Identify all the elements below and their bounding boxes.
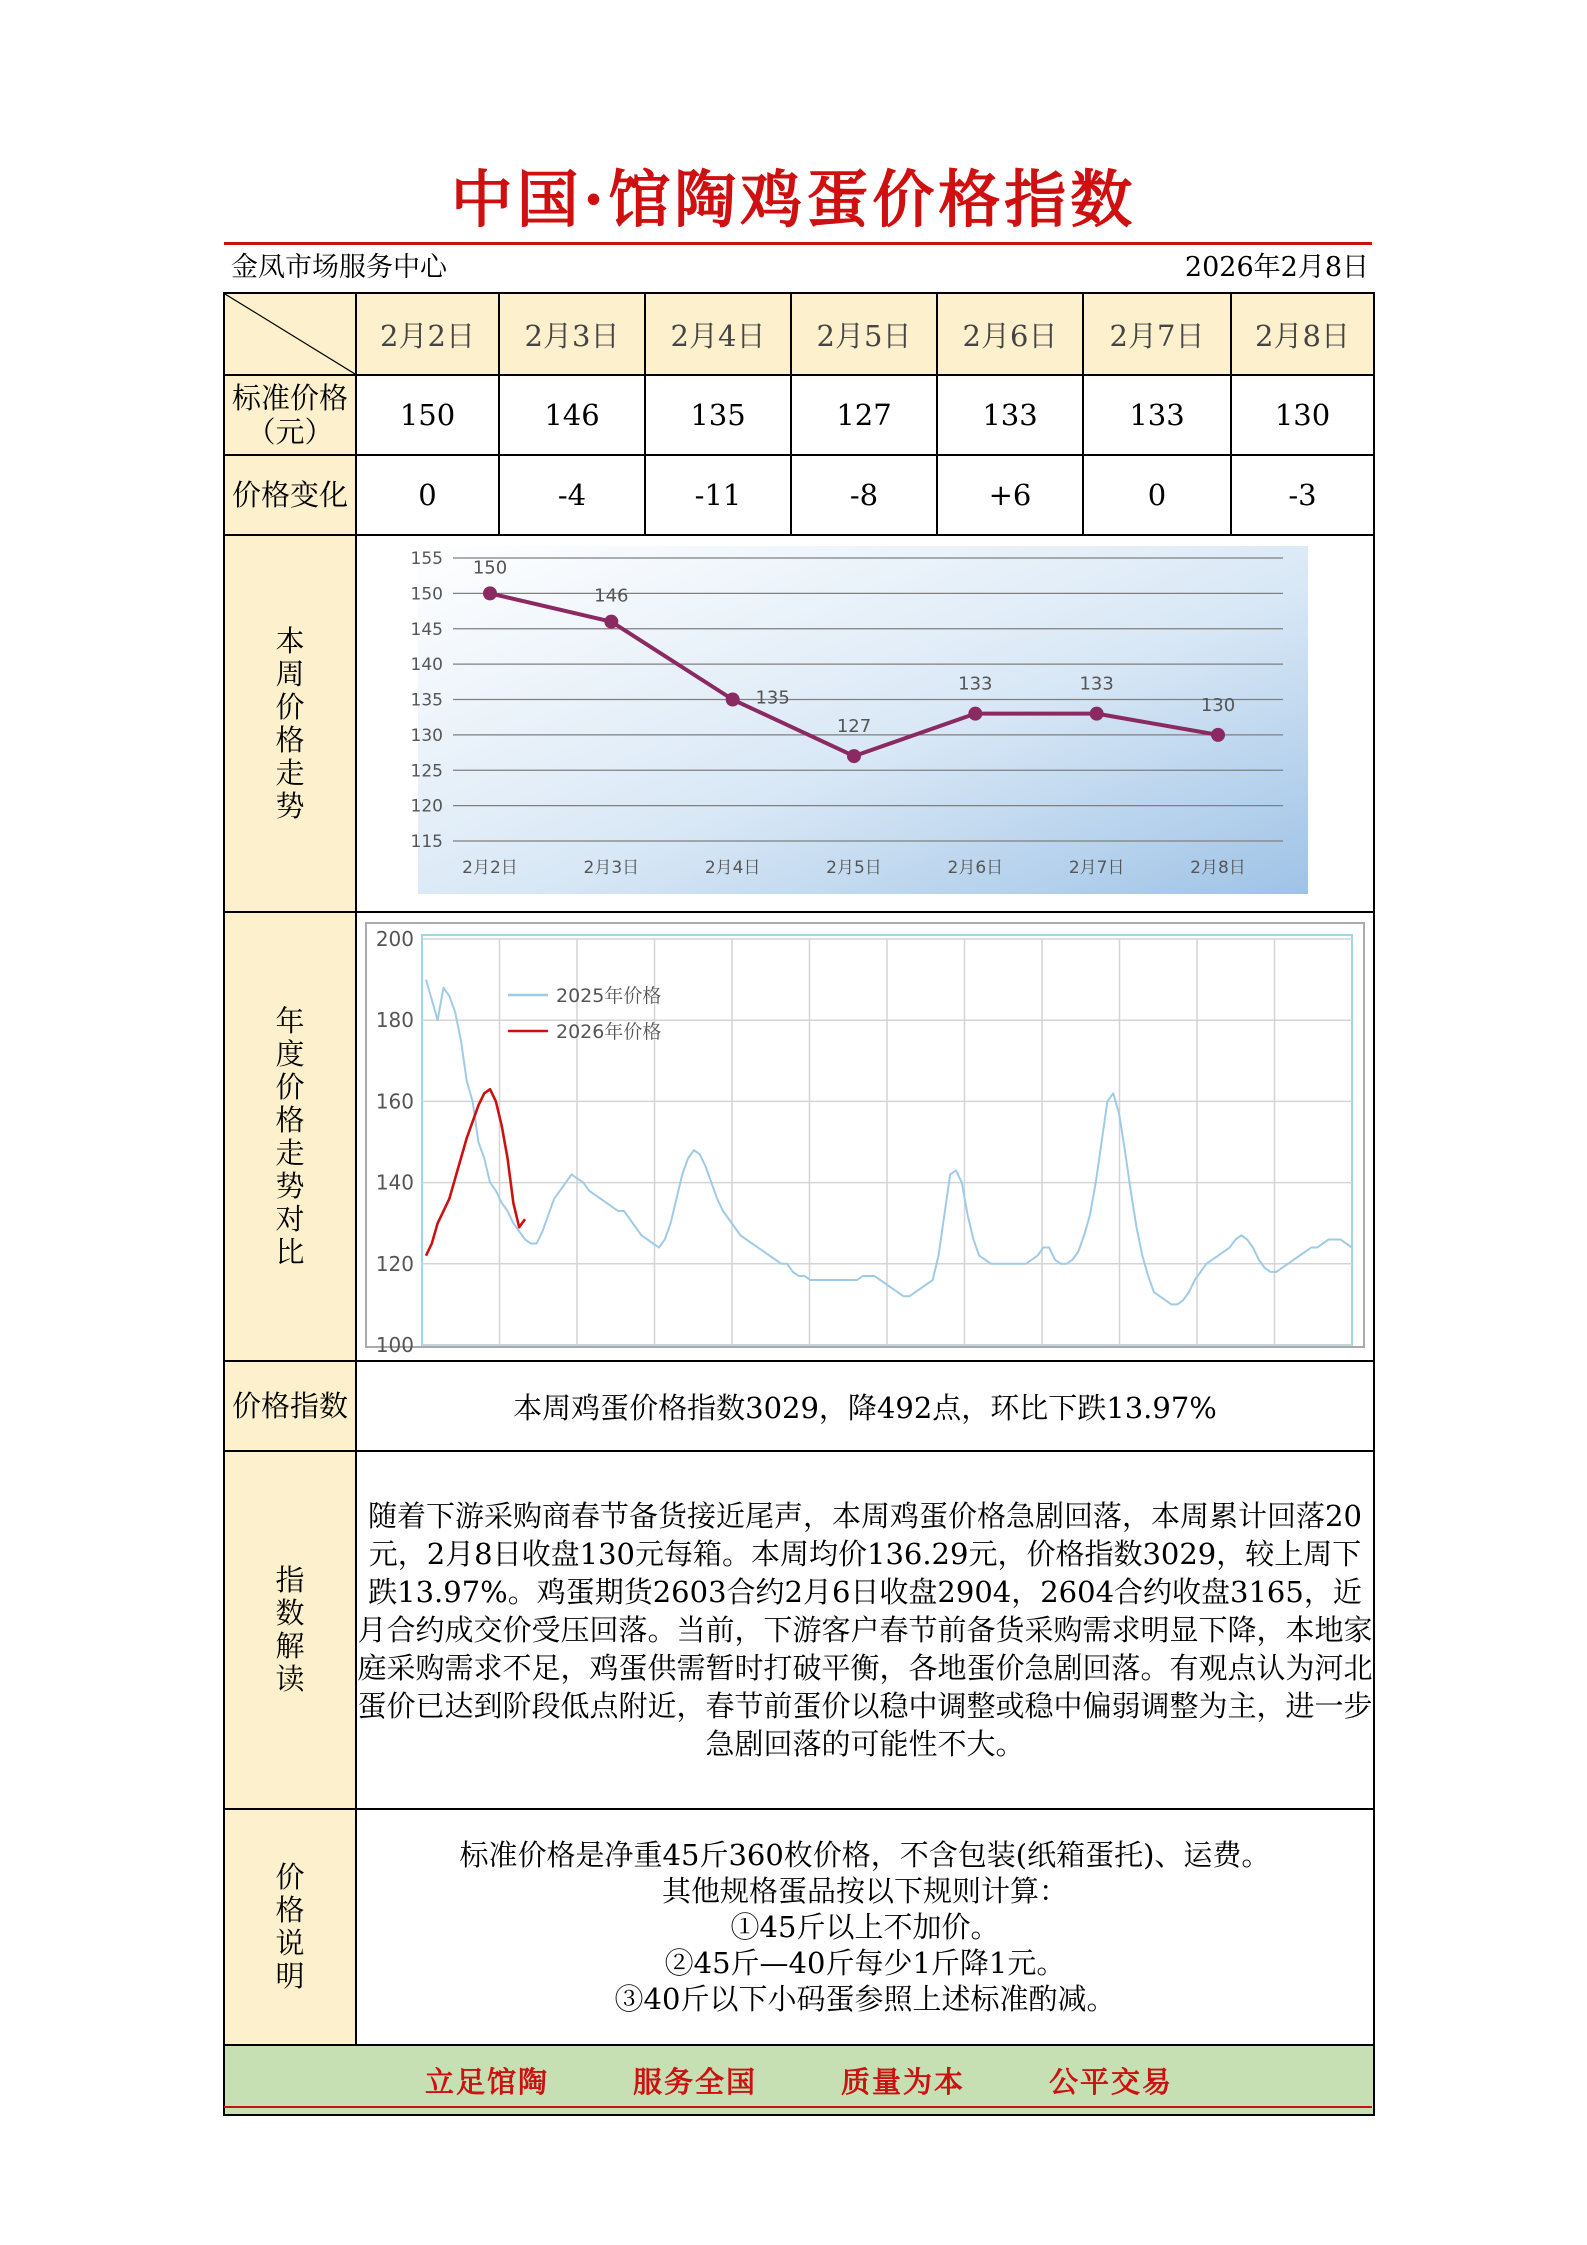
yearly-chart <box>358 913 1372 1353</box>
weekly-x-tick-label: 2月5日 <box>826 858 882 878</box>
weekly-x-tick-label: 2月4日 <box>704 858 761 878</box>
weekly-y-tick-label: 145 <box>410 619 443 640</box>
analysis-row <box>224 1451 1374 1809</box>
weekly-data-label: 146 <box>594 585 629 607</box>
weekly-data-label: 130 <box>1200 694 1236 716</box>
weekly-data-point <box>483 586 497 600</box>
weekly-data-point <box>726 693 740 707</box>
weekly-data-point <box>847 749 861 763</box>
corner-diagonal <box>225 294 355 374</box>
notes-cell <box>356 1809 1374 2045</box>
day-header: 2月7日 <box>1083 293 1231 375</box>
day-header: 2月2日 <box>356 293 499 375</box>
analysis-label-cell <box>224 1451 356 1809</box>
yearly-y-tick-label: 140 <box>375 1170 414 1195</box>
page-title: 中国·馆陶鸡蛋价格指数 <box>450 163 1137 236</box>
price-row <box>224 375 1374 455</box>
price-value: 150 <box>356 375 499 455</box>
footer-slogan: 公平交易 <box>1049 2064 1174 2099</box>
weekly-data-label: 150 <box>472 557 508 579</box>
price-value: 130 <box>1231 375 1374 455</box>
notes-line: ②45斤—40斤每少1斤降1元。 <box>664 1946 1066 1980</box>
price-table <box>223 292 1375 2116</box>
change-value: -11 <box>645 455 791 535</box>
footer-slogan: 服务全国 <box>632 2064 757 2099</box>
date-row <box>224 293 1374 375</box>
yearly-legend-label: 2025年价格 <box>556 985 662 1007</box>
yearly-chart-frame <box>366 923 1364 1347</box>
weekly-chart-cell <box>356 535 1374 912</box>
weekly-chart-label: 本周价格走势 <box>275 623 305 823</box>
weekly-x-tick-label: 2月3日 <box>583 858 640 878</box>
notes-label: 价格说明 <box>275 1860 305 1993</box>
bottom-rule <box>224 2106 1372 2108</box>
yearly-y-tick-label: 120 <box>375 1251 414 1276</box>
price-value: 133 <box>937 375 1083 455</box>
notes-label-cell <box>224 1809 356 2045</box>
corner-cell <box>224 293 356 375</box>
price-label: 标准价格 （元） <box>224 375 356 455</box>
org-name: 金凤市场服务中心 <box>231 252 447 283</box>
weekly-chart <box>358 536 1372 904</box>
notes-line: ③40斤以下小码蛋参照上述标准酌减。 <box>614 1982 1116 2016</box>
yearly-chart-label: 年度价格走势对比 <box>275 1003 305 1269</box>
weekly-x-tick-label: 2月8日 <box>1190 858 1246 878</box>
weekly-y-tick-label: 140 <box>410 655 443 676</box>
footer-slogan: 立足馆陶 <box>424 2064 549 2099</box>
weekly-data-point <box>1211 728 1225 742</box>
day-header: 2月4日 <box>645 293 791 375</box>
change-label: 价格变化 <box>224 455 356 535</box>
change-value: 0 <box>356 455 499 535</box>
weekly-x-tick-label: 2月2日 <box>462 858 518 878</box>
yearly-legend-label: 2026年价格 <box>556 1021 662 1043</box>
yearly-y-tick-label: 200 <box>375 927 414 951</box>
title-rule <box>224 242 1372 245</box>
index-label: 价格指数 <box>224 1361 356 1451</box>
price-value: 133 <box>1083 375 1231 455</box>
day-header: 2月6日 <box>937 293 1083 375</box>
change-value: -3 <box>1231 455 1374 535</box>
weekly-y-tick-label: 135 <box>410 690 443 711</box>
footer-row <box>224 2045 1374 2115</box>
footer-slogan: 质量为本 <box>841 2064 966 2099</box>
yearly-y-tick-label: 180 <box>375 1008 414 1033</box>
price-value: 127 <box>791 375 937 455</box>
index-text: 本周鸡蛋价格指数3029，降492点，环比下跌13.97% <box>356 1361 1374 1451</box>
weekly-data-point <box>968 707 982 721</box>
notes-row <box>224 1809 1374 2045</box>
weekly-y-tick-label: 115 <box>410 832 443 852</box>
weekly-chart-row <box>224 535 1374 912</box>
yearly-chart-label-cell <box>224 912 356 1361</box>
weekly-y-tick-label: 155 <box>410 549 443 569</box>
weekly-data-point <box>604 615 618 629</box>
weekly-data-label: 135 <box>755 687 790 709</box>
footer-slogans <box>224 2045 1374 2115</box>
weekly-x-tick-label: 2月7日 <box>1068 858 1125 878</box>
change-value: 0 <box>1083 455 1231 535</box>
yearly-y-tick-label: 160 <box>375 1089 414 1114</box>
weekly-data-label: 133 <box>1079 673 1114 695</box>
weekly-chart-label-cell <box>224 535 356 912</box>
weekly-y-tick-label: 125 <box>410 761 443 782</box>
change-value: -4 <box>499 455 645 535</box>
day-header: 2月8日 <box>1231 293 1374 375</box>
yearly-chart-row <box>224 912 1374 1361</box>
weekly-y-tick-label: 150 <box>410 584 443 605</box>
price-value: 146 <box>499 375 645 455</box>
index-row <box>224 1361 1374 1451</box>
weekly-data-label: 127 <box>836 716 872 738</box>
change-value: -8 <box>791 455 937 535</box>
weekly-y-tick-label: 120 <box>410 796 443 817</box>
yearly-y-tick-label: 100 <box>375 1333 414 1353</box>
weekly-y-tick-label: 130 <box>410 725 443 746</box>
analysis-text: 随着下游采购商春节备货接近尾声，本周鸡蛋价格急剧回落，本周累计回落20元，2月8日收盘130元每箱。本周均价136.29元，价格指数3029，较上周下跌13.97%。鸡蛋期货2603合约2月6日收盘2904，2604合约收盘3165，近月合约成交价受压回落。当前，下游客户春节前备货采购需求明显下降，本地家庭采购需求不足，鸡蛋供需暂时打破平衡，各地蛋价急剧回落。有观点认为河北蛋价已达到阶段低点附近，春节前蛋价以稳中调整或稳中偏弱调整为主，进一步急剧回落的可能性不大。 <box>356 1451 1374 1809</box>
notes-line: ①45斤以上不加价。 <box>730 1910 1000 1944</box>
notes-line: 其他规格蛋品按以下规则计算： <box>661 1874 1068 1908</box>
price-value: 135 <box>645 375 791 455</box>
change-row <box>224 455 1374 535</box>
weekly-x-tick-label: 2月6日 <box>947 858 1004 878</box>
weekly-data-point <box>1090 707 1104 721</box>
report-date: 2026年2月8日 <box>1184 252 1369 283</box>
change-value: +6 <box>937 455 1083 535</box>
weekly-data-label: 133 <box>958 673 993 695</box>
analysis-label: 指数解读 <box>275 1563 305 1696</box>
notes-line: 标准价格是净重45斤360枚价格，不含包装(纸箱蛋托)、运费。 <box>459 1838 1271 1872</box>
yearly-chart-cell <box>356 912 1374 1361</box>
day-header: 2月3日 <box>499 293 645 375</box>
day-header: 2月5日 <box>791 293 937 375</box>
